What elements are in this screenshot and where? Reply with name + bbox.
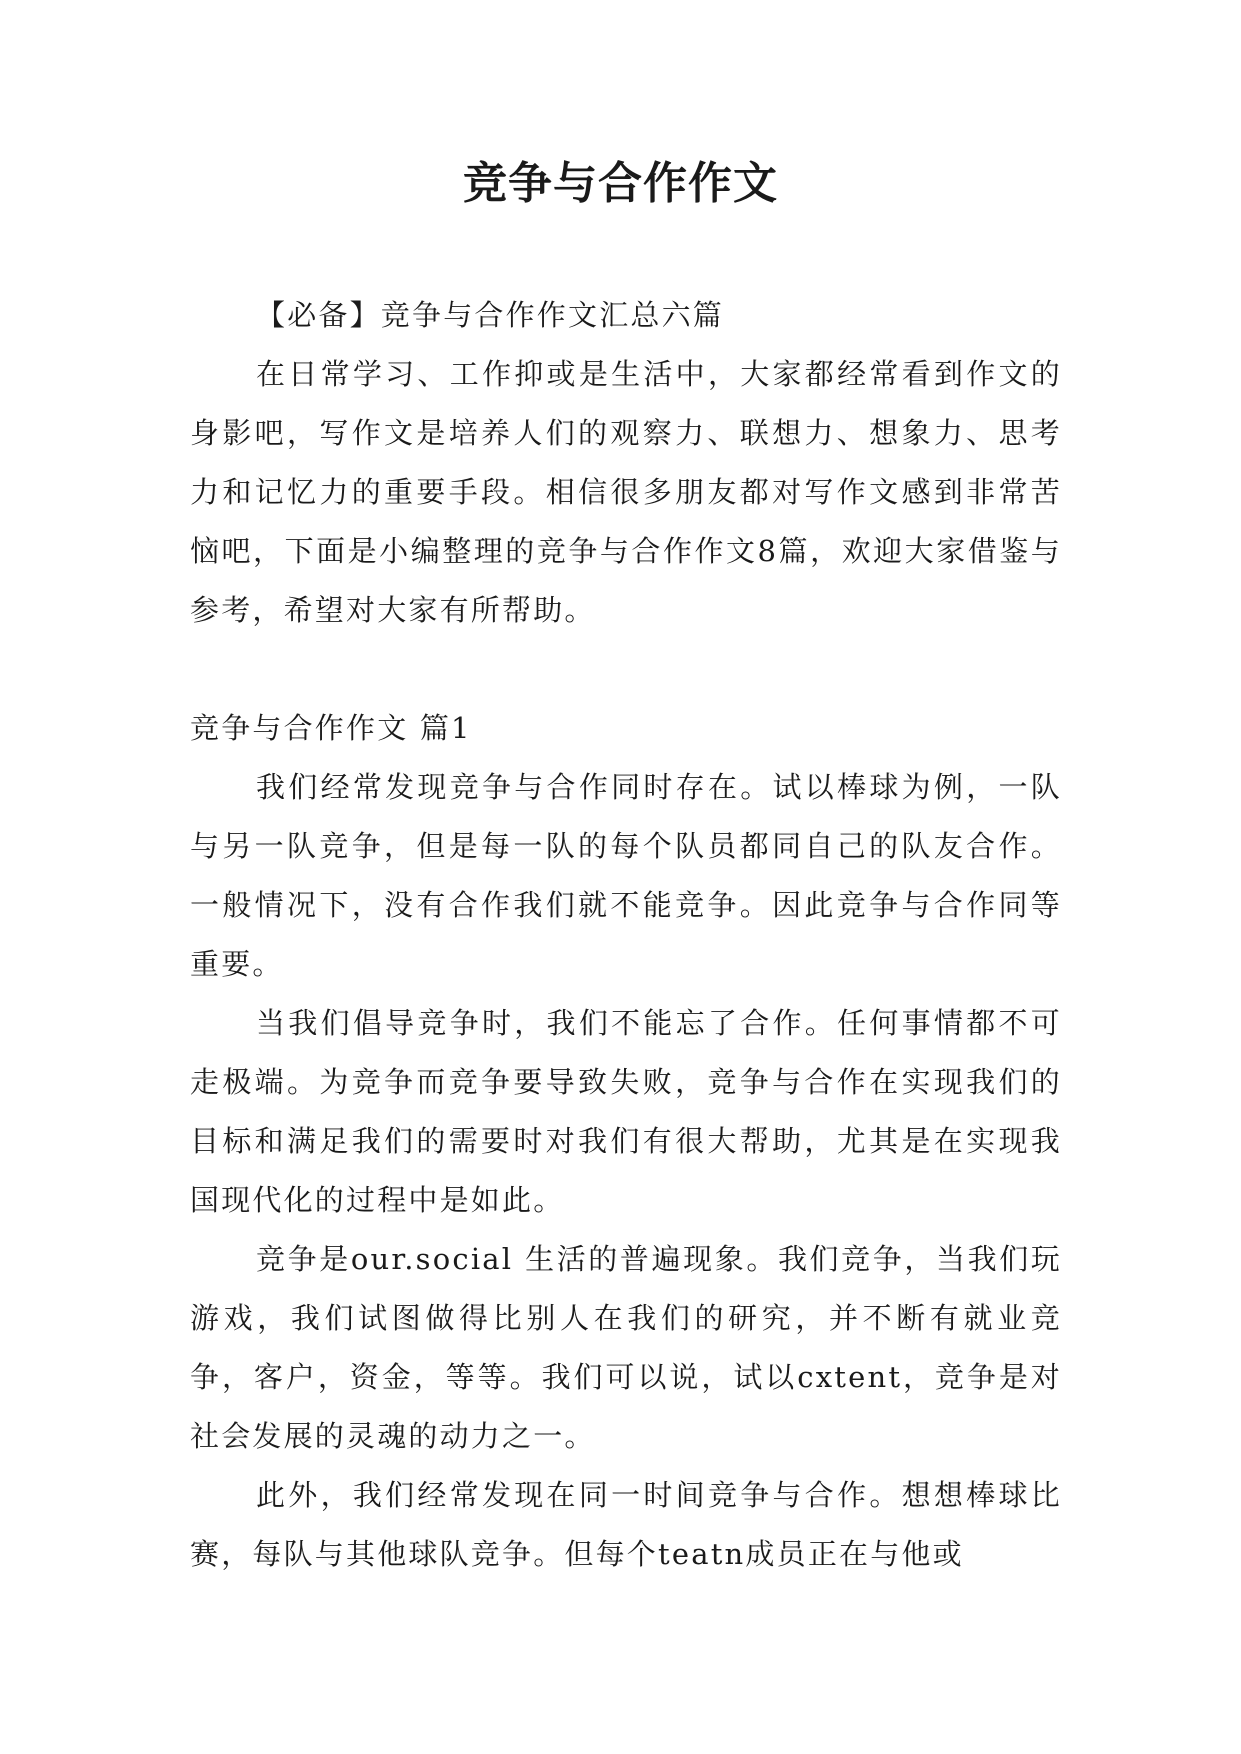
section-heading: 竞争与合作作文 篇1 <box>190 711 472 745</box>
intro-paragraph: 在日常学习、工作抑或是生活中，大家都经常看到作文的身影吧，写作文是培养人们的观察力、联想力、想象力、思考力和记忆力的重要手段。相信很多朋友都对写作文感到非常苦恼吧，下面是小编整理的竞争与合作作文8篇，欢迎大家借鉴与参考，希望对大家有所帮助。 <box>190 357 1062 627</box>
document-body <box>190 286 1062 1584</box>
section-spacer <box>190 640 1062 699</box>
document-title: 竞争与合作作文 <box>463 158 778 209</box>
section-paragraph: 此外，我们经常发现在同一时间竞争与合作。想想棒球比赛，每队与其他球队竞争。但每个teatn成员正在与他或 <box>190 1478 1062 1571</box>
section-paragraph: 我们经常发现竞争与合作同时存在。试以棒球为例，一队与另一队竞争，但是每一队的每个队员都同自己的队友合作。一般情况下，没有合作我们就不能竞争。因此竞争与合作同等重要。 <box>190 770 1062 981</box>
section-paragraph: 当我们倡导竞争时，我们不能忘了合作。任何事情都不可走极端。为竞争而竞争要导致失败，竞争与合作在实现我们的目标和满足我们的需要时对我们有很大帮助，尤其是在实现我国现代化的过程中是如此。 <box>190 1006 1062 1217</box>
intro-heading: 【必备】竞争与合作作文汇总六篇 <box>256 298 725 332</box>
section-paragraph: 竞争是our.social 生活的普遍现象。我们竞争，当我们玩游戏，我们试图做得比别人在我们的研究，并不断有就业竞争，客户，资金，等等。我们可以说，试以cxtent，竞争是对社会发展的灵魂的动力之一。 <box>190 1242 1062 1453</box>
